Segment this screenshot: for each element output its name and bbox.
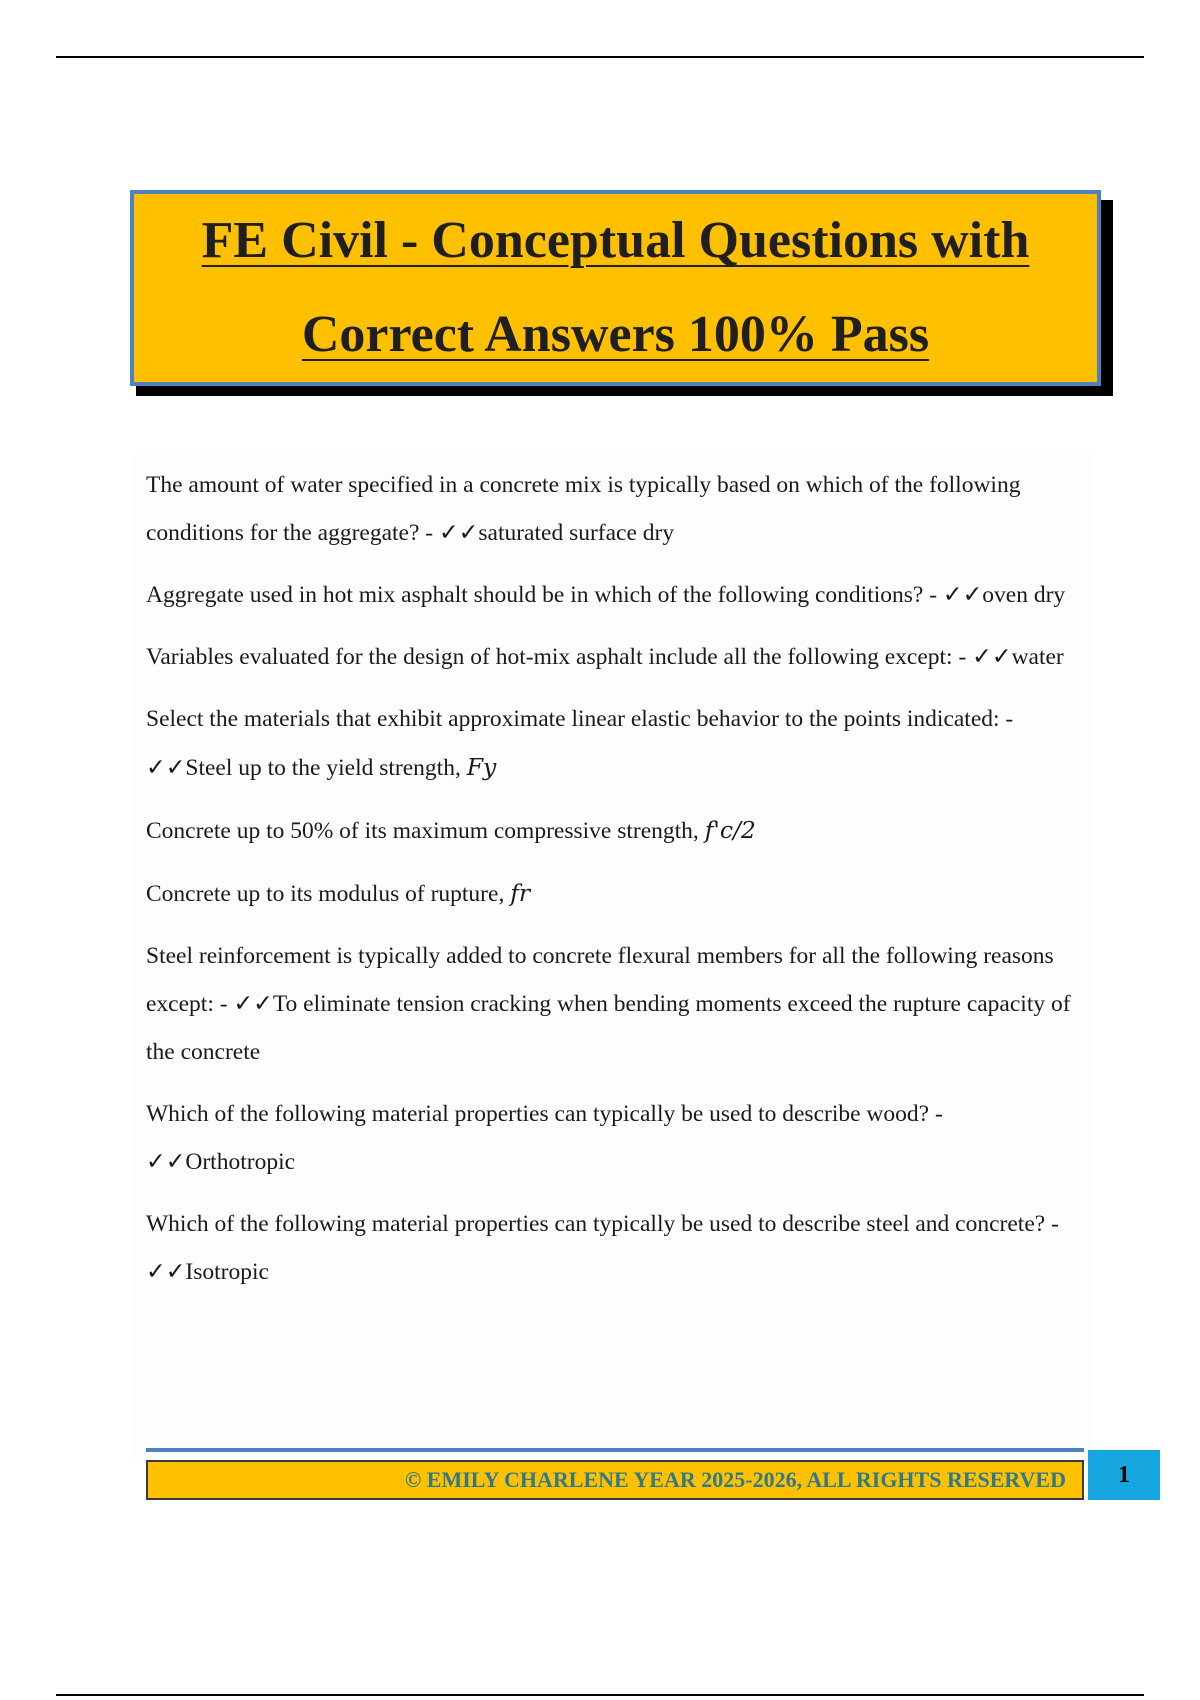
answer-text: Orthotropic: [185, 1149, 296, 1175]
answer-text: oven dry: [982, 582, 1066, 608]
question-text: Which of the following material properties can typically be used to describe wood? -: [146, 1101, 943, 1127]
question-text: The amount of water specified in a concrete mix is typically based on which of the following conditions for the aggregate? -: [146, 472, 1021, 546]
footer-bar: [146, 1460, 1084, 1500]
check-mark-icon: ✓✓: [438, 520, 479, 546]
question-text: Select the materials that exhibit approximate linear elastic behavior to the points indicated: -: [146, 706, 1014, 732]
answer-text: Isotropic: [185, 1259, 269, 1285]
math-symbol: f'c/2: [704, 816, 756, 844]
qa-item: [146, 932, 1086, 1076]
footer-divider: [146, 1448, 1084, 1452]
answer-text: To eliminate tension cracking when bending moments exceed the rupture capacity of the concrete: [146, 991, 1071, 1065]
check-mark-icon: ✓✓: [233, 991, 273, 1017]
answer-text: Concrete up to 50% of its maximum compressive strength,: [146, 818, 705, 844]
answer-text: Concrete up to its modulus of rupture,: [146, 881, 511, 907]
answer-text: saturated surface dry: [478, 520, 675, 546]
check-mark-icon: ✓✓: [146, 755, 186, 781]
math-symbol: Fy: [466, 753, 497, 781]
qa-item: [146, 461, 1086, 557]
question-text: Steel reinforcement is typically added to concrete flexural members for all the following reasons except: -: [146, 943, 1054, 1017]
document-title-line-2: Correct Answers 100% Pass: [301, 306, 930, 363]
question-text: Aggregate used in hot mix asphalt should be in which of the following conditions? -: [146, 582, 943, 608]
qa-item: [146, 695, 1086, 792]
qa-item: [146, 633, 1086, 681]
check-mark-icon: ✓✓: [972, 644, 1012, 670]
qa-item: [146, 1200, 1086, 1296]
qa-item: [146, 1090, 1086, 1186]
page-top-rule: [56, 56, 1144, 58]
math-symbol: fr: [510, 879, 531, 907]
check-mark-icon: ✓✓: [942, 582, 983, 608]
answer-continuation: [146, 869, 1086, 918]
page-number-badge: [1088, 1450, 1160, 1500]
question-list-panel: [134, 455, 1094, 1460]
check-mark-icon: ✓✓: [146, 1259, 186, 1285]
check-mark-icon: ✓✓: [146, 1149, 186, 1175]
copyright-notice: © EMILY CHARLENE YEAR 2025-2026, ALL RIGHTS RESERVED: [404, 1467, 1066, 1492]
answer-text: water: [1011, 644, 1064, 670]
page-bottom-rule: [56, 1694, 1144, 1696]
answer-continuation: [146, 806, 1086, 855]
page-number: 1: [1118, 1461, 1130, 1488]
document-title-line-1: FE Civil - Conceptual Questions with: [201, 212, 1030, 269]
answer-text: Steel up to the yield strength,: [185, 755, 467, 781]
qa-item: [146, 571, 1086, 619]
question-text: Which of the following material properties can typically be used to describe steel and concrete? -: [146, 1211, 1059, 1237]
question-text: Variables evaluated for the design of hot-mix asphalt include all the following except: -: [146, 644, 973, 670]
title-box: [130, 190, 1101, 386]
